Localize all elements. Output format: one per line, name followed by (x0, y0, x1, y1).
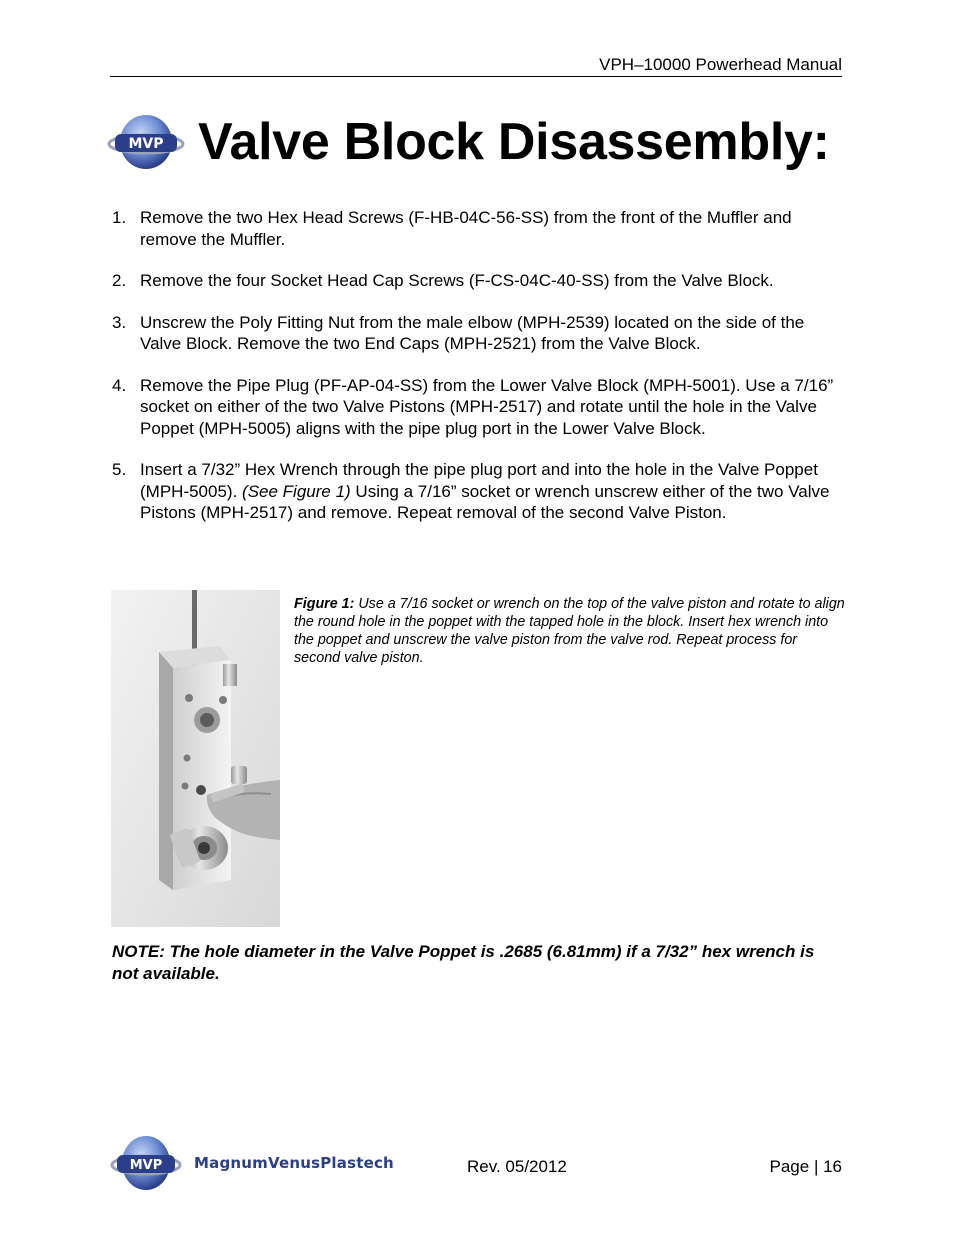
note: NOTE: The hole diameter in the Valve Poppet is .2685 (6.81mm) if a 7/32” hex wrench is not available. (112, 942, 815, 983)
step-text: Remove the Pipe Plug (PF-AP-04-SS) from the Lower Valve Block (MPH-5001). Use a 7/16” socket on either of the two Valve Pistons (MPH-2517) and rotate until the hole in the Valve Poppet (MPH-5005) aligns with the pipe plug port in the Lower Valve Block. (140, 375, 834, 438)
logo-text: MVP (128, 136, 164, 152)
figure-caption (294, 595, 846, 667)
step-number: 2. (112, 271, 127, 290)
step-item (112, 375, 847, 440)
step-number: 1. (112, 208, 127, 227)
header-divider (110, 76, 842, 77)
step-item (112, 312, 847, 355)
title-row (106, 106, 830, 178)
page-title: Valve Block Disassembly: (198, 113, 830, 171)
step-item (112, 270, 847, 292)
step-text: Remove the four Socket Head Cap Screws (F-CS-04C-40-SS) from the Valve Block. (140, 271, 774, 290)
step-text: Unscrew the Poly Fitting Nut from the male elbow (MPH-2539) located on the side of the Valve Block. Remove the two End Caps (MPH-2521) from the Valve Block. (140, 312, 805, 353)
step-item (112, 459, 847, 524)
page-number: Page | 16 (769, 1157, 842, 1176)
company-name: MagnumVenusPlastech (194, 1154, 394, 1172)
figure-caption-text: Use a 7/16 socket or wrench on the top of the valve piston and rotate to align the round hole in the poppet with the tapped hole in the block. Insert hex wrench into the poppet and unscrew the valve piston from the valve rod. Repeat process for second valve piston. (294, 596, 845, 666)
mvp-logo-icon (106, 111, 186, 173)
step-item (112, 207, 847, 250)
step-text-part: Using a 7/16” socket or wrench unscrew either of the two Valve Pistons (MPH-2517) and remove. Repeat removal of the second Valve Piston. (140, 481, 830, 522)
step-text: Remove the two Hex Head Screws (F-HB-04C-56-SS) from the front of the Muffler and remove the Muffler. (140, 208, 792, 249)
footer-logo-text: MVP (129, 1158, 163, 1173)
step-text (140, 459, 847, 524)
figure-reference: (See Figure 1) (242, 481, 351, 501)
mvp-footer-logo-icon (110, 1132, 182, 1194)
figure-label: Figure 1: (294, 596, 355, 612)
step-text-part: Insert a 7/32” Hex Wrench through the pipe plug port and into the hole in the Valve Poppet (MPH-5005). (140, 460, 818, 501)
footer-logo (110, 1132, 400, 1194)
step-number: 3. (112, 312, 127, 332)
manual-title: VPH–10000 Powerhead Manual (599, 55, 842, 74)
step-number: 4. (112, 375, 127, 395)
valve-block-photo (111, 590, 280, 927)
step-number: 5. (112, 460, 127, 479)
revision-date: Rev. 05/2012 (467, 1157, 567, 1176)
steps-list (112, 207, 847, 544)
